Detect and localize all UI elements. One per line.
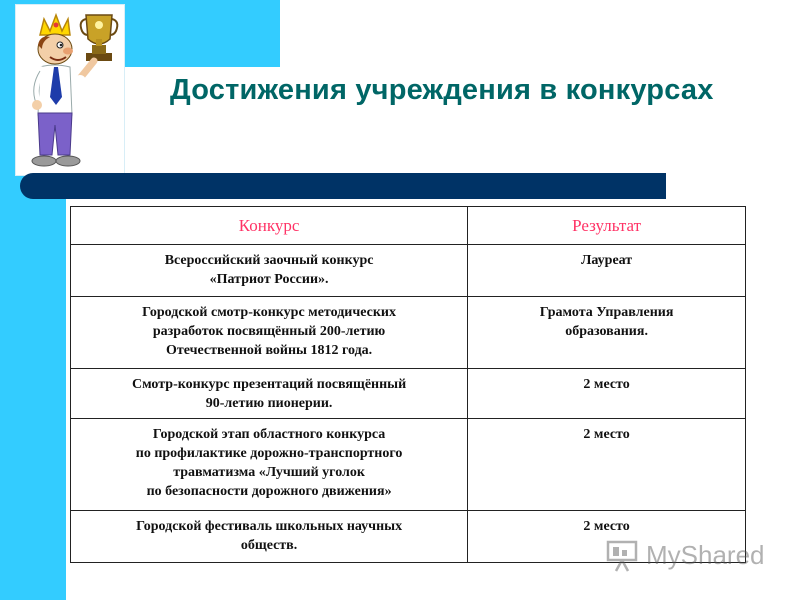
divider-bar [20,173,666,199]
table-row [71,369,746,419]
result-cell: Грамота Управления образования. [468,297,746,369]
table-row [71,245,746,297]
table-row [71,297,746,369]
trophy-icon [81,15,118,61]
column-header-result: Результат [468,207,746,245]
result-cell: 2 место [468,511,746,563]
column-header-contest: Конкурс [71,207,468,245]
contests-table [70,206,746,563]
contest-cell: Городской фестиваль школьных научных обществ. [71,511,468,563]
table-header-row [71,207,746,245]
result-cell: 2 место [468,369,746,419]
contest-cell: Городской этап областного конкурса по профилактике дорожно-транспортного травматизма «Лучший уголок по безопасности дорожного движения» [71,419,468,511]
result-cell: 2 место [468,419,746,511]
king-trophy-illustration [16,5,124,175]
watermark [606,536,786,576]
table-row [71,419,746,511]
page-title: Достижения учреждения в конкурсах [170,74,714,106]
contest-cell: Городской смотр-конкурс методических разработок посвящённый 200-летию Отечественной войны 1812 года. [71,297,468,369]
crown-icon [40,15,70,35]
result-cell: Лауреат [468,245,746,297]
contest-cell: Смотр-конкурс презентаций посвящённый 90-летию пионерии. [71,369,468,419]
presentation-icon [606,538,642,572]
contest-cell: Всероссийский заочный конкурс «Патриот России». [71,245,468,297]
clipart-frame [15,4,125,176]
watermark-text: MyShared [646,540,765,570]
